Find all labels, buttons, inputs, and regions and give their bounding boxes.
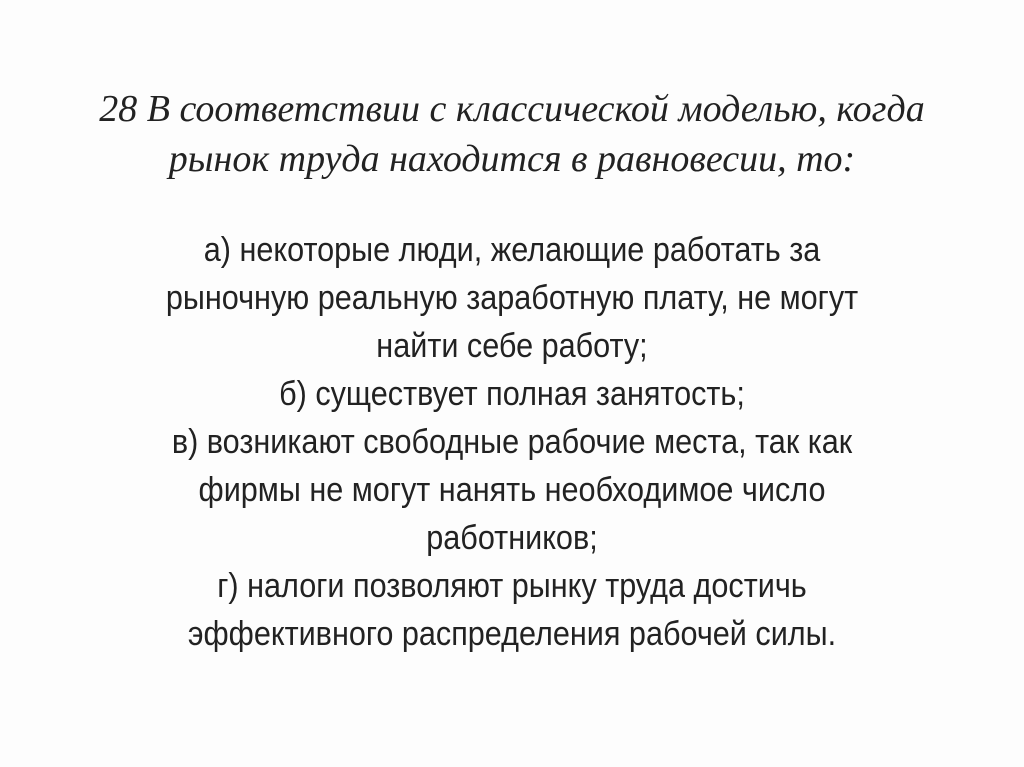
answer-b-line: б) существует полная занятость; bbox=[279, 375, 745, 413]
answer-d-line: эффективного распределения рабочей силы. bbox=[187, 615, 837, 653]
answer-options bbox=[51, 226, 973, 658]
answer-c-line: фирмы не могут нанять необходимое число bbox=[198, 471, 826, 509]
answer-a-line: найти себе работу; bbox=[376, 327, 648, 365]
answer-a-line: рыночную реальную заработную плату, не могут bbox=[165, 279, 859, 317]
answer-c-line: в) возникают свободные рабочие места, так как bbox=[171, 423, 853, 461]
question-line: рынок труда находится в равновесии, то: bbox=[168, 138, 856, 180]
answer-a-line: а) некоторые люди, желающие работать за bbox=[203, 231, 821, 269]
answer-d-line: г) налоги позволяют рынку труда достичь bbox=[217, 567, 807, 605]
question-text bbox=[0, 84, 1024, 184]
answer-c-line: работников; bbox=[426, 519, 598, 557]
question-line: 28 В соответствии с классической моделью, когда bbox=[99, 88, 925, 130]
